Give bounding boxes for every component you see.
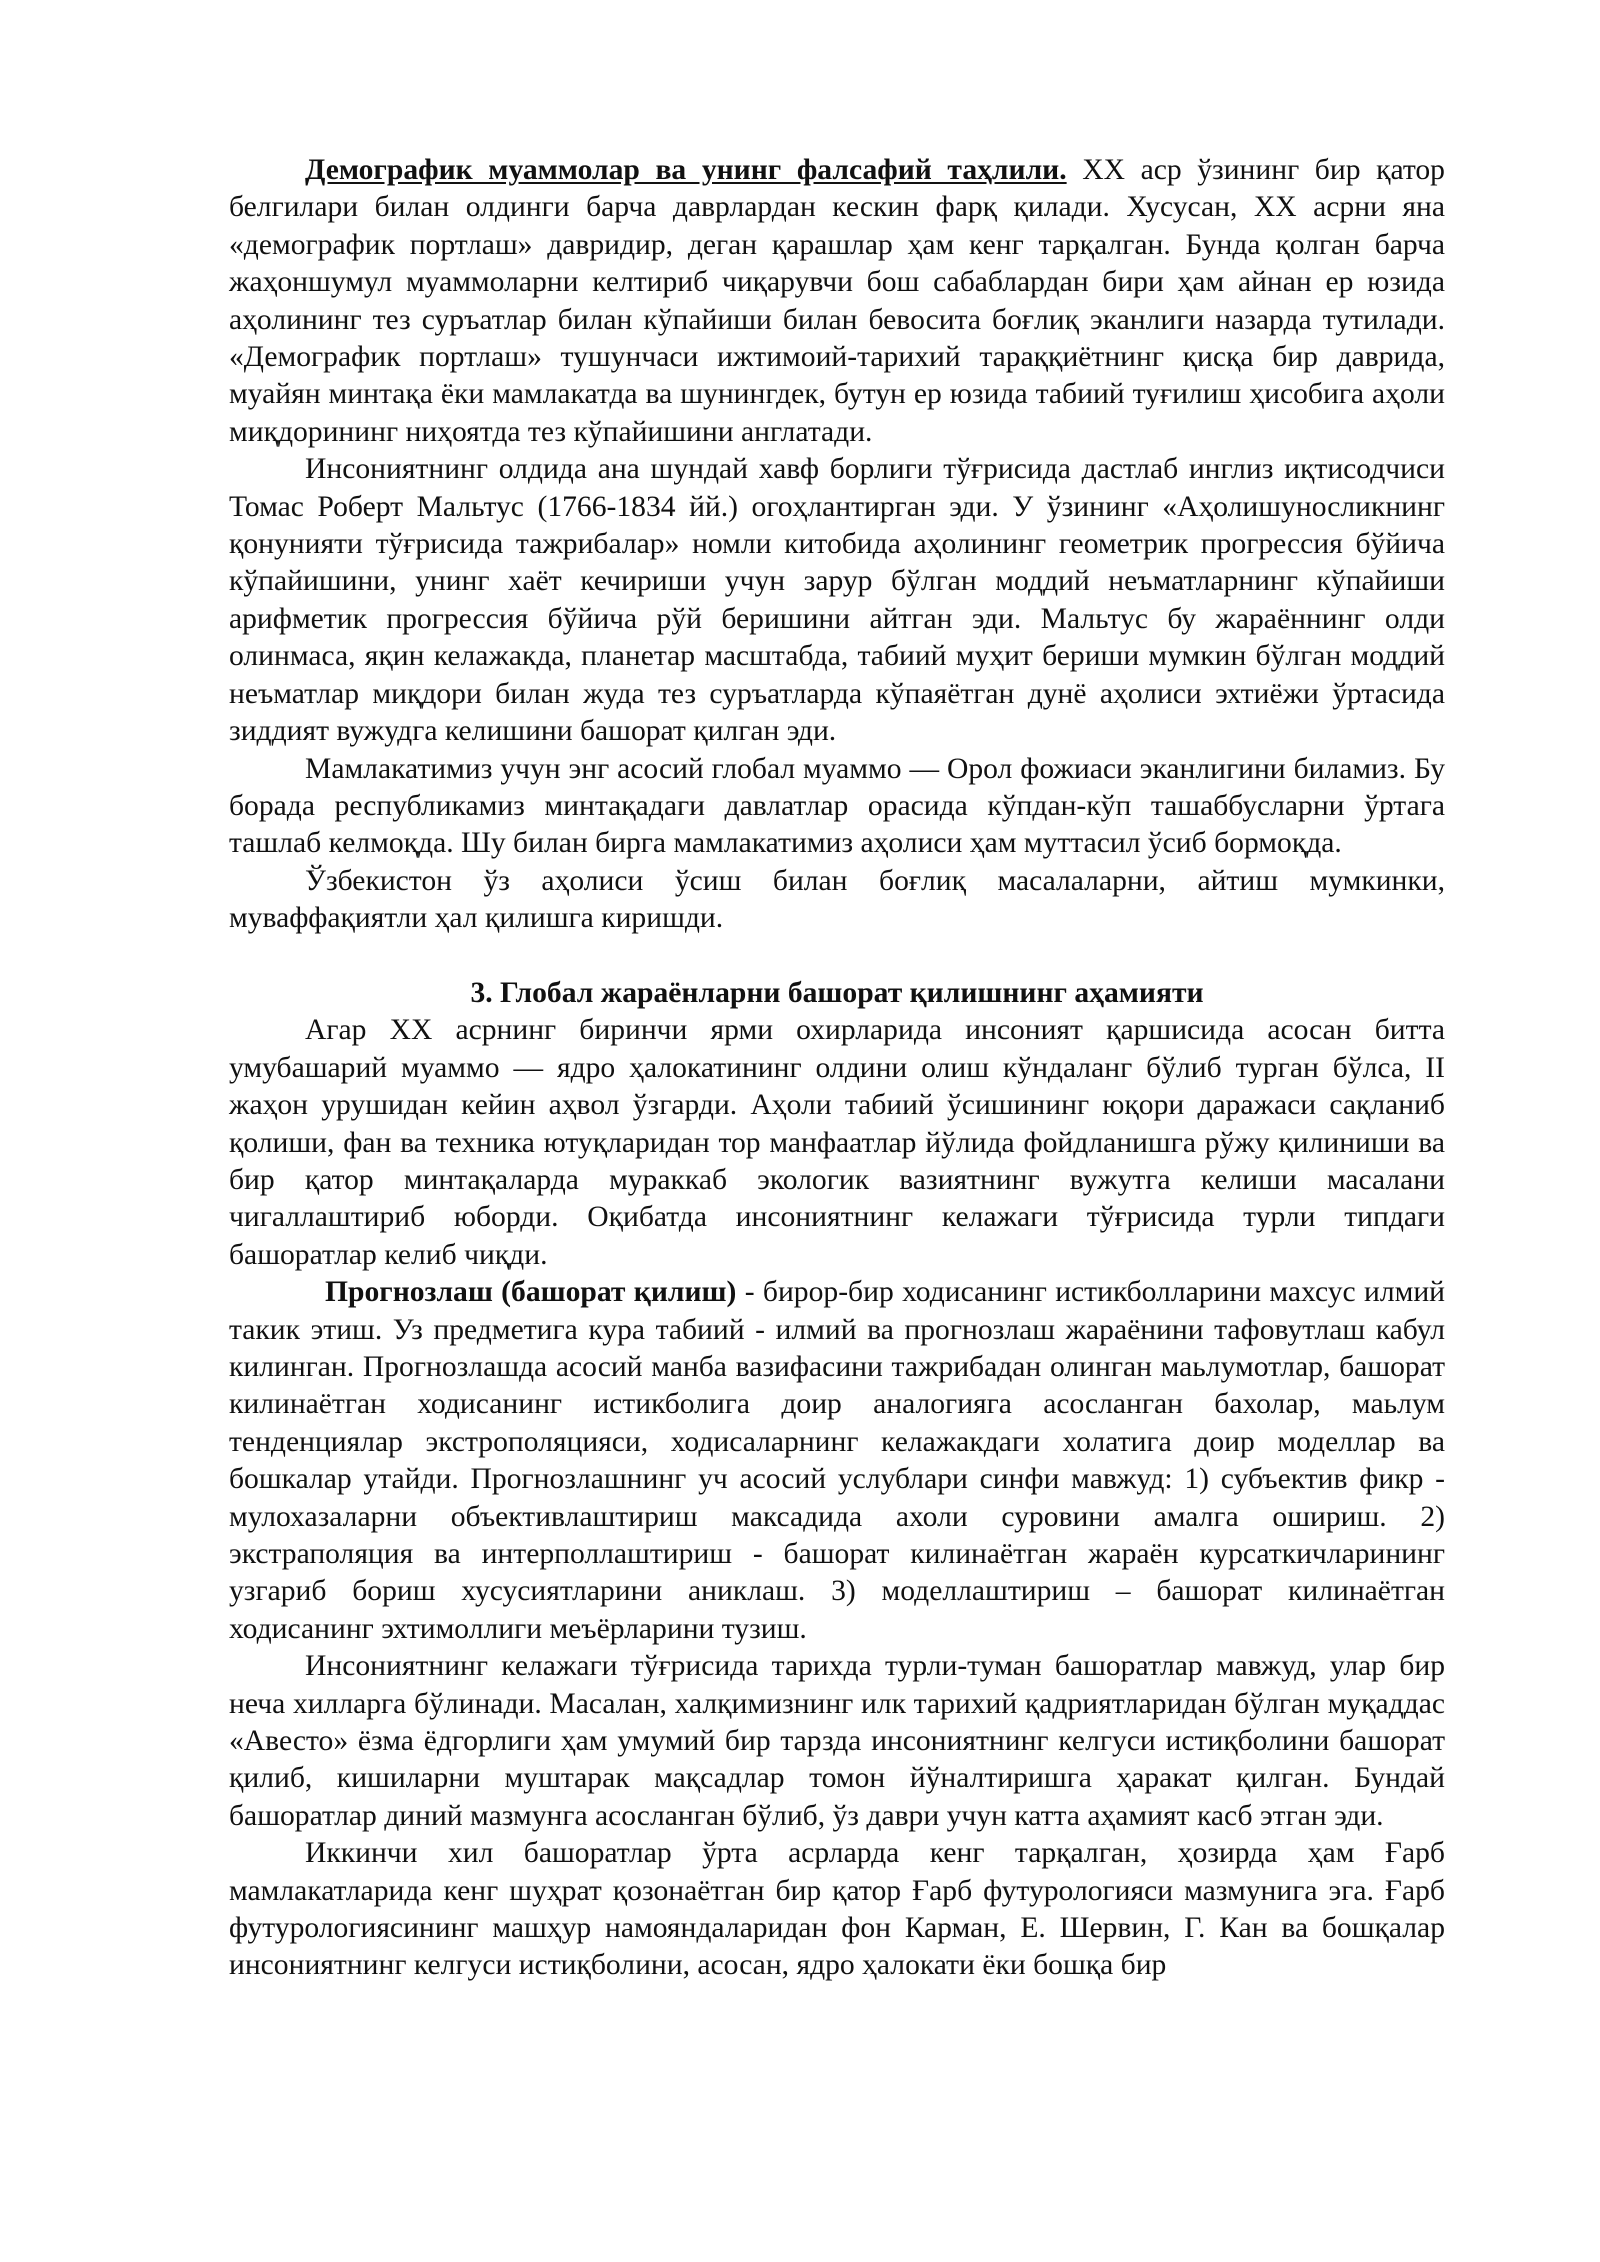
paragraph-text: XX аср ўзининг бир қатор белгилари билан олдинги барча даврлардан кескин фарқ қилади. Хусусан, XX асрни яна «демографик портлаш» давридир, деган қарашлар ҳам кенг тарқалган. Бунда қолган барча жаҳоншумул муаммоларни келтириб чиқарувчи бош сабаблардан бири ҳам айнан ер юзида аҳолининг тез суръатлар билан кўпайиши билан бевосита боғлиқ эканлиги назарда тутилади. «Демографик портлаш» тушунчаси ижтимоий-тарихий тараққиётнинг қисқа бир даврида, муайян минтақа ёки мамлакатда ва шунингдек, бутун ер юзида табиий туғилиш ҳисобига аҳоли миқдорининг ниҳоятда тез кўпайишини англатади. [229, 154, 1445, 448]
paragraph-avesta: Инсониятнинг келажаги тўғрисида тарихда турли-туман башоратлар мавжуд, улар бир неча хилларга бўлинади. Масалан, халқимизнинг илк тарихий қадриятларидан бўлган муқаддас «Авесто» ёзма ёдгорлиги ҳам умумий бир тарзда инсониятнинг келгуси истиқболини башорат қилиб, кишиларни муштарак мақсадлар томон йўналтиришга ҳаракат қилган. Бундай башоратлар диний мазмунга асосланган бўлиб, ўз даври учун катта аҳамият касб этган эди. [229, 1650, 1445, 1832]
section-heading-forecasting: 3. Глобал жараёнларни башорат қилишнинг аҳамияти [470, 976, 1204, 1009]
paragraph-aral-sea: Мамлакатимиз учун энг асосий глобал муаммо — Орол фожиаси эканлигини биламиз. Бу борада республикамиз минтақадаги давлатлар орасида кўпдан-кўп ташаббусларни ўртага ташлаб келмоқда. Шу билан бирга мамлакатимиз аҳолиси ҳам муттасил ўсиб бормоқда. [229, 752, 1445, 860]
blank-line [229, 938, 1445, 975]
paragraph-text: - бирор-бир ходисанинг истикболларини махсус илмий такик этиш. Уз предметига кура табиий - илмий ва прогнозлаш жараёнини тафовутлаш кабул килинган. Прогнозлашда асосий манба вазифасини тажрибадан олинган маьлумотлар, башорат килинаётган ходисанинг истикболига доир аналогияга асосланган бахолар, маьлум тенденциялар экстрополяцияси, ходисаларнинг келажакдаги холатига доир моделлар ва бошкалар утайди. Прогнозлашнинг уч асосий услублари синфи мавжуд: 1) субъектив фикр - мулохазаларни объективлаштириш максадида ахоли суровини амалга ошириш. 2) экстраполяция ва интерполлаштириш - башорат килинаётган жараён курсаткичларининг узгариб бориш хусусиятларини аниклаш. 3) моделлаштириш – башорат килинаётган ходисанинг эхтимоллиги меъёрларини тузиш. [229, 1276, 1445, 1645]
paragraph-futurology: Иккинчи хил башоратлар ўрта асрларда кенг тарқалган, ҳозирда ҳам Ғарб мамлакатларида кенг шуҳрат қозонаётган бир қатор Ғарб футурологияси мазмунига эга. Ғарб футурологиясининг машҳур намояндаларидан фон Карман, Е. Шервин, Г. Кан ва бошқалар инсониятнинг келгуси истиқболини, асосан, ядро ҳалокати ёки бошқа бир [229, 1837, 1445, 1982]
paragraph-nuclear-threat: Агар XX асрнинг биринчи ярми охирларида инсоният қаршисида асосан битта умубашарий муаммо — ядро ҳалокатининг олдини олиш кўндаланг бўлиб турган бўлса, II жаҳон урушидан кейин аҳвол ўзгарди. Аҳоли табиий ўсишининг юқори даражаси сақланиб қолиши, фан ва техника ютуқларидан тор манфаатлар йўлида фойдланишга рўжу қилиниши ва бир қатор минтақаларда мураккаб экологик вазиятнинг вужутга келиши масалани чигаллаштириб юборди. Оқибатда инсониятнинг келажаги тўғрисида турли типдаги башоратлар келиб чиқди. [229, 1014, 1445, 1271]
term-forecasting: Прогнозлаш (башорат қилиш) [325, 1276, 737, 1309]
paragraph-forecasting-definition [229, 1274, 1445, 1648]
paragraph-malthus: Инсониятнинг олдида ана шундай хавф борлиги тўғрисида дастлаб инглиз иқтисодчиси Томас Роберт Мальтус (1766-1834 йй.) огоҳлантирган эди. У ўзининг «Аҳолишуносликнинг қонунияти тўғрисида тажрибалар» номли китобида аҳолининг геометрик прогрессия бўйича кўпайишини, унинг хаёт кечириши учун зарур бўлган моддий неъматларнинг кўпайиши арифметик прогрессия бўйича рўй беришини айтган эди. Мальтус бу жараённинг олди олинмаса, яқин келажакда, планетар масштабда, табиий муҳит бериши мумкин бўлган моддий неъматлар миқдори билан жуда тез суръатларда кўпаяётган дунё аҳолиси эхтиёжи ўртасида зиддият вужудга келишини башорат қилган эди. [229, 453, 1445, 748]
paragraph-demographic-intro [229, 152, 1445, 451]
section-title-demographic: Демографик муаммолар ва унинг фалсафий таҳлили. [305, 154, 1067, 186]
document-page [229, 152, 1445, 1985]
paragraph-uzbekistan-population: Ўзбекистон ўз аҳолиси ўсиш билан боғлиқ масалаларни, айтиш мумкинки, муваффақиятли ҳал қилишга киришди. [229, 864, 1445, 935]
